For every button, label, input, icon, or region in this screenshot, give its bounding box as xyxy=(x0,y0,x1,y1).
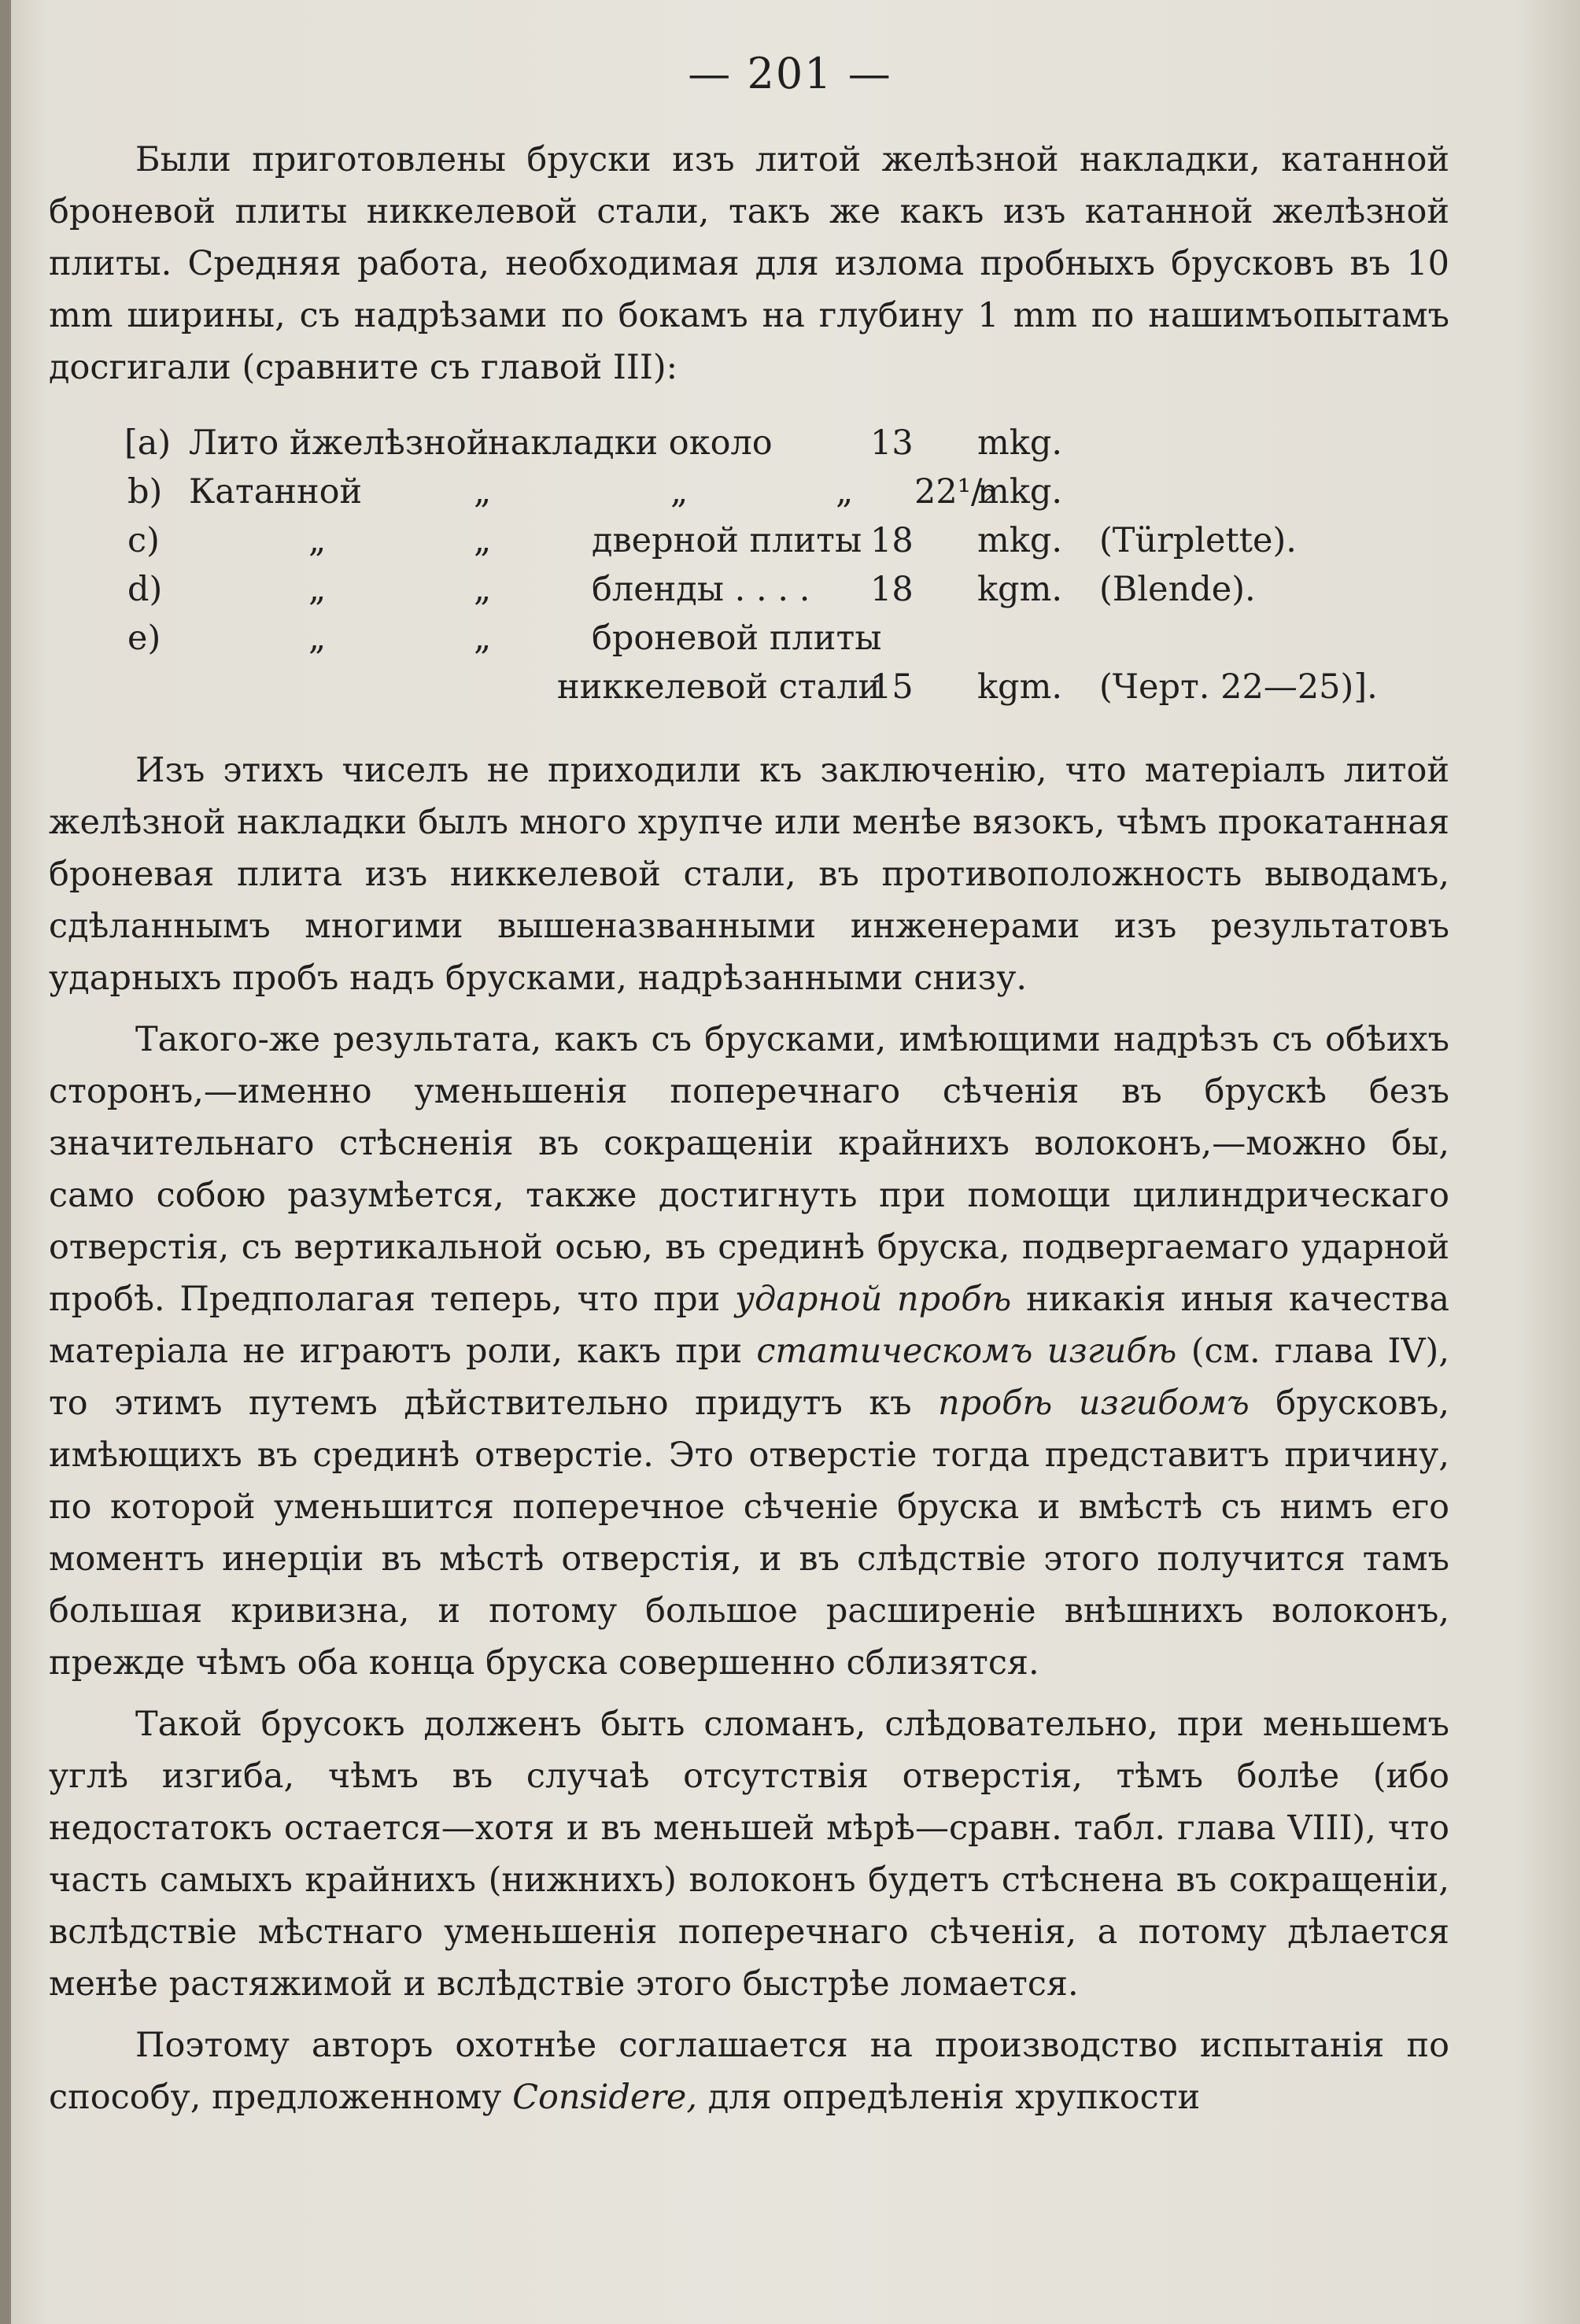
item-value: 13 xyxy=(870,423,914,463)
item-name: Катанной xyxy=(189,472,363,512)
item-note: (Blende). xyxy=(1099,570,1256,609)
paragraph-3 xyxy=(49,1014,1449,1689)
list-item xyxy=(49,563,1449,611)
paragraph-1: Были приготовлены бруски изъ литой желѣзной накладки, катанной броневой плиты никкелевой стали, такъ же какъ изъ катанной желѣзной плиты. Средняя работа, необходимая для излома пробныхъ брусковъ въ 10 mm ширины, съ надрѣзами по бокамъ на глубину 1 mm по нашимъопытамъ досгигали (сравните съ главой III): xyxy=(49,140,1449,387)
italic-term: статическомъ изгибѣ xyxy=(756,1332,1177,1371)
item-value: 18 xyxy=(870,521,914,560)
body-text xyxy=(49,134,1449,2133)
results-list xyxy=(49,417,1449,724)
ditto-mark: „ xyxy=(308,521,327,560)
item-value: 15 xyxy=(870,667,914,707)
item-desc: броневой плиты xyxy=(592,619,882,658)
list-item xyxy=(49,661,1449,708)
ditto-mark: „ xyxy=(670,472,688,512)
item-label: d) xyxy=(127,570,163,609)
item-label: c) xyxy=(127,521,160,560)
ditto-mark: „ xyxy=(474,619,492,658)
ditto-mark: „ xyxy=(474,521,492,560)
item-desc: никкелевой стали xyxy=(557,667,881,707)
item-unit: kgm. xyxy=(977,667,1063,707)
item-value: 22¹/₂ xyxy=(914,472,996,512)
ditto-mark: „ xyxy=(474,570,492,609)
list-item xyxy=(49,612,1449,660)
item-name: Лито йжелѣзной xyxy=(189,423,489,463)
item-label: e) xyxy=(127,619,161,658)
italic-author-name: Considere, xyxy=(512,2078,698,2117)
item-note: (Türplette). xyxy=(1099,521,1297,560)
ditto-mark: „ xyxy=(308,570,327,609)
ditto-mark: „ xyxy=(836,472,854,512)
item-unit: mkg. xyxy=(977,521,1063,560)
book-spine-edge xyxy=(0,0,11,2324)
item-note: (Черт. 22—25)]. xyxy=(1099,667,1378,707)
text-run: Такого-же результата, какъ съ брусками, имѣющими надрѣзъ съ обѣихъ сторонъ,—именно уменьшенія поперечнаго сѣченія въ брускѣ безъ значительнаго стѣсненія въ сокращеніи крайнихъ волоконъ,—можно бы, само собою разумѣется, также достигнуть при помощи цилиндрическаго отверстія, съ вертикальной осью, въ срединѣ бруска, подвергаемаго ударной пробѣ. Предполагая теперь, что при xyxy=(49,1020,1449,1319)
list-item xyxy=(49,515,1449,562)
ditto-mark: „ xyxy=(474,472,492,512)
list-item xyxy=(49,466,1449,513)
text-run: (см. глава IV), то этимъ путемъ дѣйствительно придутъ къ xyxy=(49,1332,1449,1423)
text-run: никакія иныя качества матеріала не играютъ роли, какъ при xyxy=(49,1280,1449,1371)
ditto-mark: „ xyxy=(308,619,327,658)
item-unit: kgm. xyxy=(977,570,1063,609)
paragraph-5 xyxy=(49,2019,1449,2123)
text-run: брусковъ, имѣющихъ въ срединѣ отверстіе. Это отверстіе тогда представитъ причину, по которой уменьшится поперечное сѣченіе бруска и вмѣстѣ съ нимъ его моментъ инерціи въ мѣстѣ отверстія, и въ слѣдствіе этого получится тамъ большая кривизна, и потому большое расширеніе внѣшнихъ волоконъ, прежде чѣмъ оба конца бруска совершенно сблизятся. xyxy=(49,1384,1450,1683)
item-unit: mkg. xyxy=(977,423,1063,463)
paragraph-4: Такой брусокъ долженъ быть сломанъ, слѣдовательно, при меньшемъ углѣ изгиба, чѣмъ въ случаѣ отсутствія отверстія, тѣмъ болѣе (ибо недостатокъ остается—хотя и въ меньшей мѣрѣ—сравн. табл. глава VIII), что часть самыхъ крайнихъ (нижнихъ) волоконъ будетъ стѣснена въ сокращеніи, вслѣдствіе мѣстнаго уменьшенія поперечнаго сѣченія, а потому дѣлается менѣе растяжимой и вслѣдствіе этого быстрѣе ломается. xyxy=(49,1705,1449,2004)
item-desc: накладки около xyxy=(488,423,773,463)
italic-term: пробѣ изгибомъ xyxy=(938,1384,1250,1423)
item-unit: mkg. xyxy=(977,472,1063,512)
text-run: для опредѣленія хрупкости xyxy=(697,2078,1201,2117)
page-number: — 201 — xyxy=(688,49,892,98)
list-item xyxy=(49,417,1449,464)
paragraph-2: Изъ этихъ чиселъ не приходили къ заключенію, что матеріалъ литой желѣзной накладки былъ много хрупче или менѣе вязокъ, чѣмъ прокатанная броневая плита изъ никкелевой стали, въ противоположность выводамъ, сдѣланнымъ многими вышеназванными инженерами изъ результатовъ ударныхъ пробъ надъ брусками, надрѣзанными снизу. xyxy=(49,751,1449,998)
item-desc: дверной плиты xyxy=(592,521,862,560)
item-desc: бленды . . . . xyxy=(592,570,810,609)
item-label: [a) xyxy=(124,423,172,463)
text-run: Поэтому авторъ охотнѣе соглашается на производство испытанія по способу, предложенному xyxy=(49,2026,1449,2117)
italic-term: ударной пробѣ xyxy=(735,1280,1012,1319)
item-label: b) xyxy=(127,472,163,512)
item-value: 18 xyxy=(870,570,914,609)
